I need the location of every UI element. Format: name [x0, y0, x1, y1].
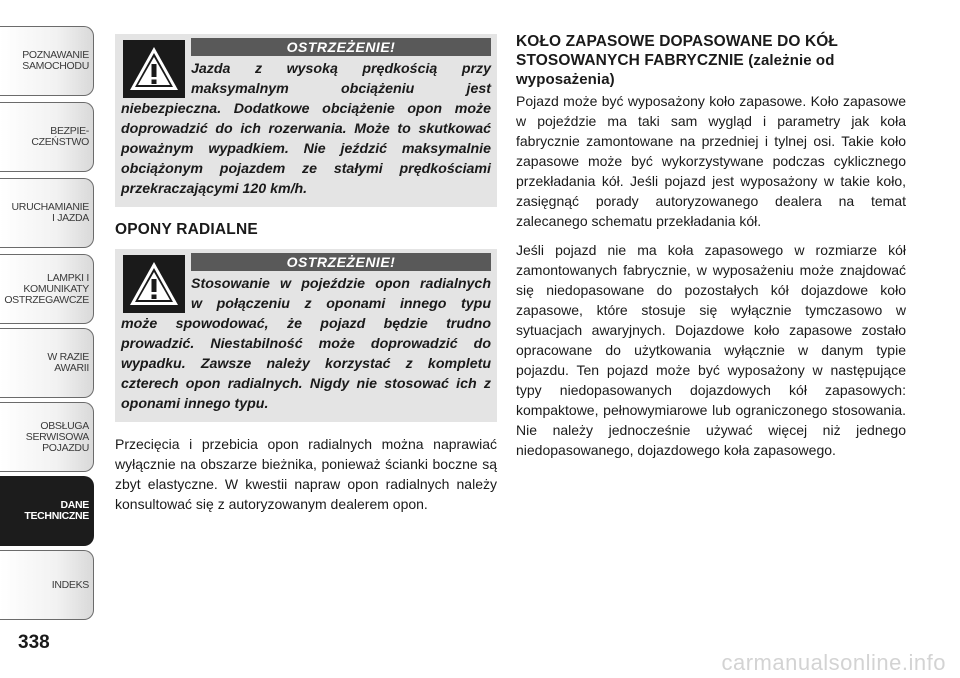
tab-w-razie-awarii[interactable]: W RAZIE AWARII	[0, 328, 94, 398]
section-title-spare-wheel: KOŁO ZAPASOWE DOPASOWANE DO KÓŁ STOSOWANYCH FABRYCZNIE (zależnie od wyposażenia)	[516, 33, 839, 88]
tab-bezpieczenstwo[interactable]: BEZPIE- CZEŃSTWO	[0, 102, 94, 172]
tab-obsluga-serwisowa[interactable]: OBSŁUGA SERWISOWA POJAZDU	[0, 402, 94, 472]
warning-triangle-icon	[123, 40, 185, 98]
paragraph-spare-wheel-1: Pojazd może być wyposażony koło zapasowe. Koło zapasowe w pojeździe ma taki sam wygląd i parametry jak koła fabrycznie zamontowane na przedniej i tylnej osi. Takie koło zapasowe może być wykorzystywane podczas cyklicznego przekładania kół. Jeśli pojazd jest wyposażony w takie koło, zasięgnąć porady autoryzowanego dealera na temat zalecanego schematu przekładania kół.	[516, 93, 906, 229]
page-number: 338	[18, 632, 50, 653]
warning-header: OSTRZEŻENIE!	[191, 253, 491, 271]
warning-text: Stosowanie w pojeździe opon radialnych w połączeniu z oponami innego typu może spowodować, że pojazd będzie trudno prowadzić. Niestabilność może doprowadzić do wypadku. Zawsze należy korzystać z kompletu czterech opon radialnych. Nigdy nie stosować ich z oponami innego typu.	[121, 276, 491, 412]
tab-poznawanie-samochodu[interactable]: POZNAWANIE SAMOCHODU	[0, 26, 94, 96]
tab-uruchamianie-i-jazda[interactable]: URUCHAMIANIE I JAZDA	[0, 178, 94, 248]
warning-header: OSTRZEŻENIE!	[191, 38, 491, 56]
section-title-radial-tires: OPONY RADIALNE	[115, 221, 258, 238]
tab-lampki-i-komunikaty[interactable]: LAMPKI I KOMUNIKATY OSTRZEGAWCZE	[0, 254, 94, 324]
paragraph-spare-wheel-2: Jeśli pojazd nie ma koła zapasowego w rozmiarze kół zamontowanych fabrycznie, w wyposażeniu może znajdować się niedopasowane do pozostałych kół dojazdowe koło zapasowe, które stosuje się wyłącznie tymczasowo w sytuacjach awaryjnych. Dojazdowe koło zapasowe zostało opracowane do użytkowania wyłącznie w danym typie pojazdu. Ten pojazd może być wyposażony w następujące typy niedopasowanych dojazdowych kół zapasowych: kompaktowe, pełnowymiarowe lub ograniczonego stosowania. Nie należy jednocześnie używać więcej niż jednego niedopasowanego, dojazdowego koła zapasowego.	[516, 242, 906, 458]
warning-triangle-icon	[123, 255, 185, 313]
tab-dane-techniczne[interactable]: DANE TECHNICZNE	[0, 476, 94, 546]
left-column	[115, 34, 497, 523]
paragraph-radial-repair: Przecięcia i przebicia opon radialnych można naprawiać wyłącznie na obszarze bieżnika, ponieważ ścianki boczne są zbyt elastyczne. W kwestii napraw opon radialnych należy konsultować się z autoryzowanym dealerem opon.	[115, 436, 497, 512]
tab-indeks[interactable]: INDEKS	[0, 550, 94, 620]
right-column	[516, 32, 906, 469]
warning-text: Jazda z wysoką prędkością przy maksymalnym obciążeniu jest niebezpieczna. Dodatkowe obciążenie opon może doprowadzić do ich rozerwania. Może to skutkować poważnym wypadkiem. Nie jeździć maksymalnie obciążonym pojazdem ze stałymi prędkościami przekraczającymi 120 km/h.	[121, 61, 491, 197]
watermark: carmanualsonline.info	[721, 650, 946, 675]
warning-box-radial-tires	[115, 249, 497, 422]
warning-box-high-speed	[115, 34, 497, 207]
